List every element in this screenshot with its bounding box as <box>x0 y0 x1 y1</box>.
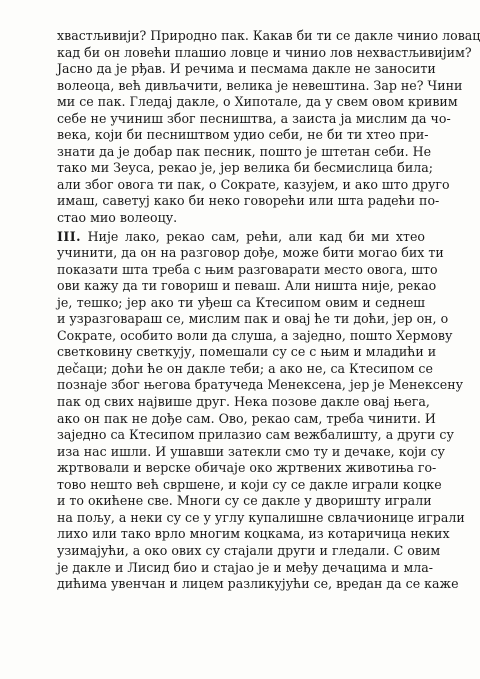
section-number: III. <box>57 228 82 244</box>
paragraph-2 <box>57 228 465 593</box>
text-line: себе не учиниш због песништва, а заиста ја мислим да чо- <box>57 110 451 126</box>
text-line: је дакле и Лисид био и стајао је и међу дечацима и мла- <box>57 559 434 575</box>
text-line: показати шта треба с њим разговарати место овога, што <box>57 261 438 277</box>
text-line: и узразговараш се, мислим пак и овај ће ти доћи, јер он, о <box>57 311 449 327</box>
text-line: Јасно да је рђав. И речима и песмама дакле не заносити <box>57 61 436 77</box>
text-line: жртвовали и верске обичаје око жртвених животиња го- <box>57 460 437 476</box>
text-line: деčаци; доћи ће он дакле теби; а ако не, са Ктесипом се <box>57 360 433 376</box>
text-line: знати да је добар пак песник, пошто је штетан себи. Не <box>57 143 432 159</box>
text-line <box>57 229 425 246</box>
text-line: века, који би песништвом удио себи, не би ти хтео при- <box>57 127 429 143</box>
paragraph-1 <box>57 28 480 227</box>
text-line: светковину светкују, помешали су се с њим и младићи и <box>57 344 437 360</box>
text-line: дићима увенчан и лицем разликујући се, вредан да се каже <box>57 576 459 592</box>
text-line: ми се пак. Гледај дакле, о Хипотале, да у свем овом кривим <box>57 94 458 110</box>
text-line: узимајући, а око ових су стајали други и гледали. С овим <box>57 542 441 558</box>
text-line: лихо или тако врло многим коцкама, из котаричица неких <box>57 526 450 542</box>
text-line: тако ми Зеуса, рекао је, јер велика би бесмислица била; <box>57 160 434 176</box>
text-line: волеоца, већ дивљачити, велика је невештина. Зар не? Чини <box>57 77 463 93</box>
text-line: ови кажу да ти говориш и певаш. Али ништа није, рекао <box>57 278 437 294</box>
body-text <box>57 28 480 593</box>
section-first-line: Није лако, рекао сам, рећи, али кад би ми хтео <box>87 228 425 244</box>
text-line: је, тешко; јер ако ти уђеш са Ктесипом овим и седнеш <box>57 294 425 310</box>
text-line: и то окићене све. Многи су се дакле у дворишту играли <box>57 493 432 509</box>
text-line: на пољу, а неки су се у углу купалишне свлачионице играли <box>57 509 465 525</box>
text-line: кад би он ловећи плашио ловце и чинио лов нехвастљивијим? <box>57 44 472 60</box>
text-line: имаш, саветуј како би неко говорећи или шта радећи по- <box>57 193 440 209</box>
text-line: ако он пак не дође сам. Ово, рекао сам, треба чинити. И <box>57 410 436 426</box>
text-line: пак од свих највише друг. Нека позове дакле овај њега, <box>57 394 430 410</box>
text-line: али због овога ти пак, о Сократе, казујем, и ако што друго <box>57 176 450 192</box>
text-line: Сократе, особито воли да слуша, а заједно, пошто Хермову <box>57 327 453 343</box>
text-line: учинити, да он на разговор дође, може бити могао бих ти <box>57 245 444 261</box>
text-line: тово нешто већ свршене, и који су се дакле играли коцке <box>57 476 442 492</box>
text-line: познаје због његова братучеда Менексена, јер је Менексену <box>57 377 464 393</box>
text-line: стао мио волеоцу. <box>57 210 178 226</box>
text-line: хвастљивији? Природно пак. Какав би ти се дакле чинио ловац <box>57 28 480 43</box>
text-line: иза нас ишли. И ушавши затекли смо ту и дечаке, који су <box>57 443 445 459</box>
text-line: заједно са Ктесипом прилазио сам вежбалишту, а други су <box>57 427 454 443</box>
